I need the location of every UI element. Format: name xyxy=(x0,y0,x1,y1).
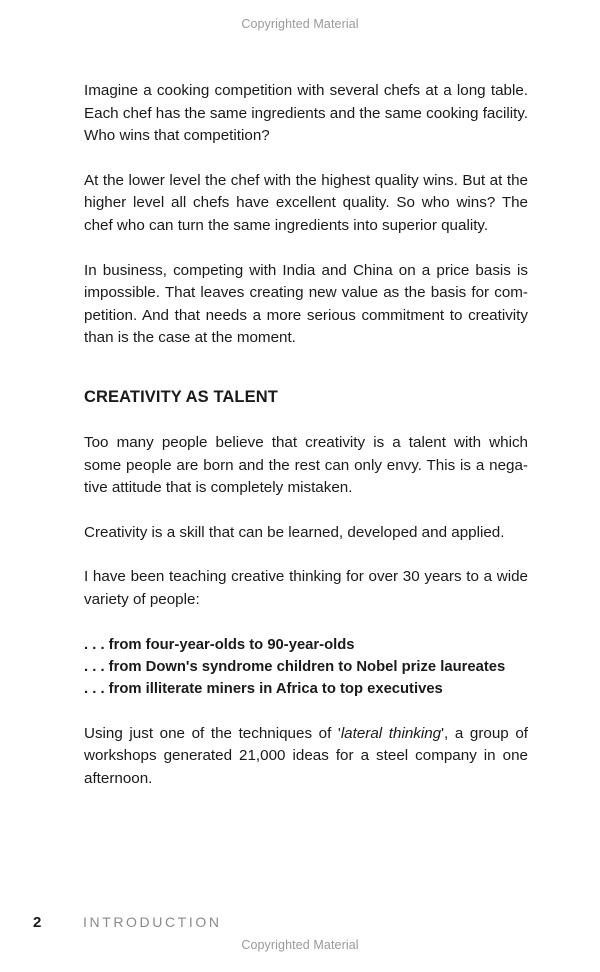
page-number: 2 xyxy=(33,914,42,931)
paragraph-lateral-thinking xyxy=(84,723,528,791)
list-item: . . . from four-year-olds to 90-year-olds xyxy=(84,636,355,653)
paragraph-creativity-skill: Creativity is a skill that can be learned, developed and applied. xyxy=(84,523,505,541)
paragraph-business-competition: In business, competing with India and China on a price basis is impossible. That leaves creating new value as the basis for com-petition. And that needs a more serious commitment to creativity than is the case at the moment. xyxy=(84,261,528,347)
paragraph-chef-quality: At the lower level the chef with the highest quality wins. But at the higher level all chefs have excellent quality. So who wins? The chef who can turn the same ingredients into superior quality. xyxy=(84,171,528,234)
page-footer xyxy=(33,914,222,931)
paragraph-talent-belief: Too many people believe that creativity is a talent with which some people are born and the rest can only envy. This is a nega-tive attitude that is completely mistaken. xyxy=(84,433,528,497)
section-heading: CREATIVITY AS TALENT xyxy=(84,387,278,406)
closing-text-after: ', a group of workshops generated 21,000 ideas for a steel company in one afternoon. xyxy=(84,724,528,787)
list-item: . . . from Down's syndrome children to Nobel prize laureates xyxy=(84,658,506,675)
lateral-thinking-emphasis: lateral thinking xyxy=(340,724,442,742)
page-body xyxy=(84,80,528,813)
running-head: INTRODUCTION xyxy=(83,914,222,930)
list-item: . . . from illiterate miners in Africa to top executives xyxy=(84,681,443,698)
people-list xyxy=(84,634,528,701)
closing-text-before: Using just one of the techniques of ' xyxy=(84,724,341,742)
watermark-top: Copyrighted Material xyxy=(241,17,359,31)
paragraph-teaching: I have been teaching creative thinking for over 30 years to a wide variety of people: xyxy=(84,568,528,608)
watermark-bottom: Copyrighted Material xyxy=(241,938,359,952)
paragraph-cooking-competition: Imagine a cooking competition with several chefs at a long table. Each chef has the same ingredients and the same cooking facility. Who wins that competition? xyxy=(84,82,528,145)
